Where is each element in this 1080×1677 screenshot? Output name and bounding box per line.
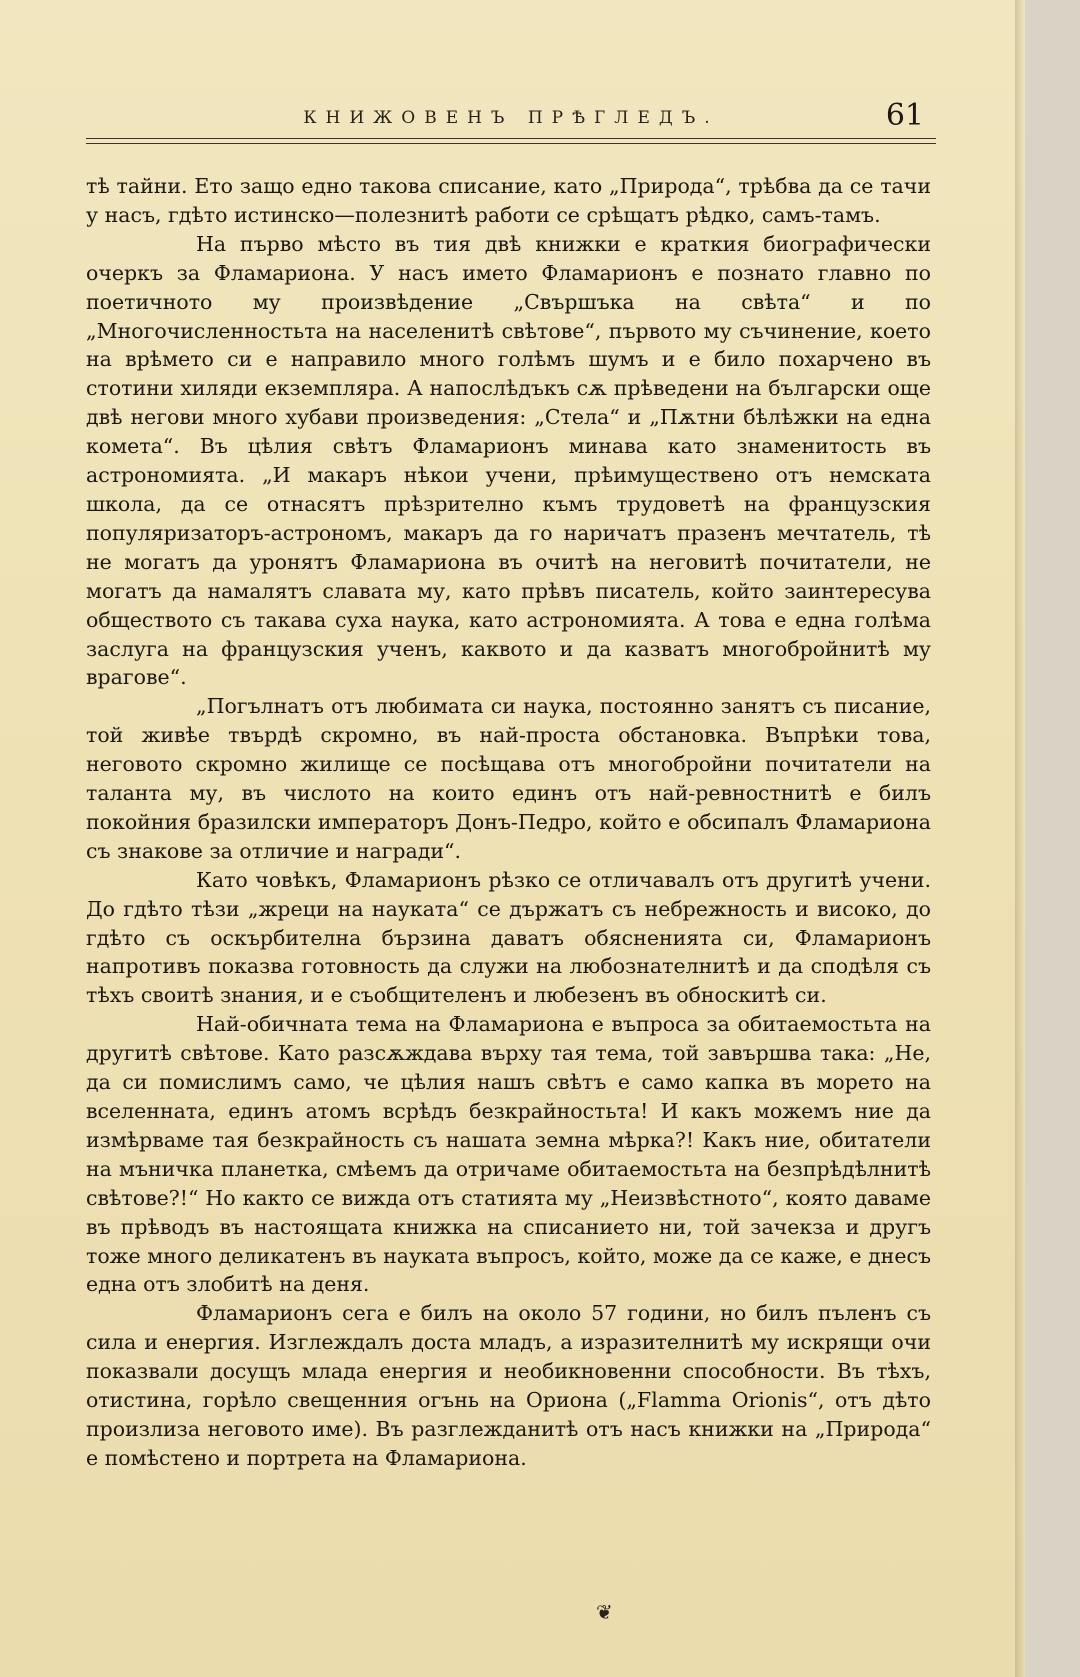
paragraph-3: „Погълнатъ отъ любимата си наука, постоянно занятъ съ писание, той живѣе твърдѣ скромно, въ най-проста обстановка. Въпрѣки това, неговото скромно жилище се посѣщава отъ многобройни почитатели на таланта му, въ числото на които единъ отъ най-ревностнитѣ е билъ покойния бразилски императоръ Донъ-Педро, който е обсипалъ Фламариона съ знакове за отличие и награди“.	[86, 694, 931, 863]
paragraph-6: Фламарионъ сега е билъ на около 57 години, но билъ пъленъ съ сила и енергия. Изглеждалъ доста младъ, а изразителнитѣ му искрящи очи показвали досущъ млада енергия и необикновенни способности. Въ тѣхъ, отистина, горѣло свещенния огънь на Ориона („Flamma Orionis“, отъ дѣто произлиза неговото име). Въ разглежданитѣ отъ насъ книжки на „Природа“ е помѣстено и портрета на Фламариона.	[86, 1301, 931, 1470]
end-ornament-icon: ❦	[596, 1600, 613, 1624]
paragraph-4: Като човѣкъ, Фламарионъ рѣзко се отличавалъ отъ другитѣ учени. До гдѣто тѣзи „жреци на науката“ се държатъ съ небрежность и високо, до гдѣто съ оскърбителна бързина даватъ обясненията си, Фламарионъ напротивъ показва готовность да служи на любознателнитѣ и да сподѣля съ тѣхъ своитѣ знания, и е съобщителенъ и любезенъ въ обноскитѣ си.	[86, 867, 931, 1008]
header-rule	[86, 138, 936, 144]
body-text	[86, 172, 931, 1473]
paragraph-2: На първо мѣсто въ тия двѣ книжки е краткия биографически очеркъ за Фламариона. У насъ името Фламарионъ е познато главно по поетичното му произвѣдение „Свършъка на свѣта“ и по „Многочисленностьта на населенитѣ свѣтове“, първото му съчинение, което на врѣмето си е направило много голѣмъ шумъ и е било похарчено въ стотини хиляди екземпляра. А напослѣдъкъ сѫ прѣведени на български още двѣ негови много хубави произведения: „Стела“ и „Пѫтни бѣлѣжки на една комета“. Въ цѣлия свѣтъ Фламарионъ минава като знаменитость въ астрономията. „И макаръ нѣкои учени, прѣимуществено отъ немската школа, да се отнасятъ прѣзрително къмъ трудоветѣ на французския популяризаторъ-астрономъ, макаръ да го наричатъ празенъ мечтатель, тѣ не могатъ да уронятъ Фламариона въ очитѣ на неговитѣ почитатели, не могатъ да намалятъ славата му, като прѣвъ писатель, който заинтересува обществото съ такава суха наука, като астрономията. А това е една голѣма заслуга на французския ученъ, каквото и да казватъ многобройнитѣ му врагове“.	[86, 231, 931, 690]
paragraph-5: Най-обичната тема на Фламариона е въпроса за обитаемостьта на другитѣ свѣтове. Като разсѫждава върху тая тема, той завършва така: „Не, да си помислимъ само, че цѣлия нашъ свѣтъ е само капка въ морето на вселенната, единъ атомъ всрѣдъ безкрайностьта! И какъ можемъ ние да измѣрваме тая безкрайность съ нашата земна мѣрка?! Какъ ние, обитатели на мъничка планетка, смѣемъ да отричаме обитаемостьта на безпрѣдѣлнитѣ свѣтове?!“ Но както се вижда отъ статията му „Неизвѣстното“, която даваме въ прѣводъ въ настоящата книжка на списанието ни, той зачекза и другъ тоже много деликатенъ въ науката въпросъ, който, може да се каже, е днесъ една отъ злобитѣ на деня.	[86, 1012, 931, 1297]
page-number: 61	[885, 98, 924, 133]
paragraph-1: тѣ тайни. Ето защо едно такова списание, като „Природа“, трѣбва да се тачи у насъ, гдѣто истинско—полезнитѣ работи се срѣщатъ рѣдко, самъ-тамъ.	[86, 174, 931, 227]
running-title: КНИЖОВЕНЪ ПРѢГЛЕДЪ.	[303, 108, 719, 128]
